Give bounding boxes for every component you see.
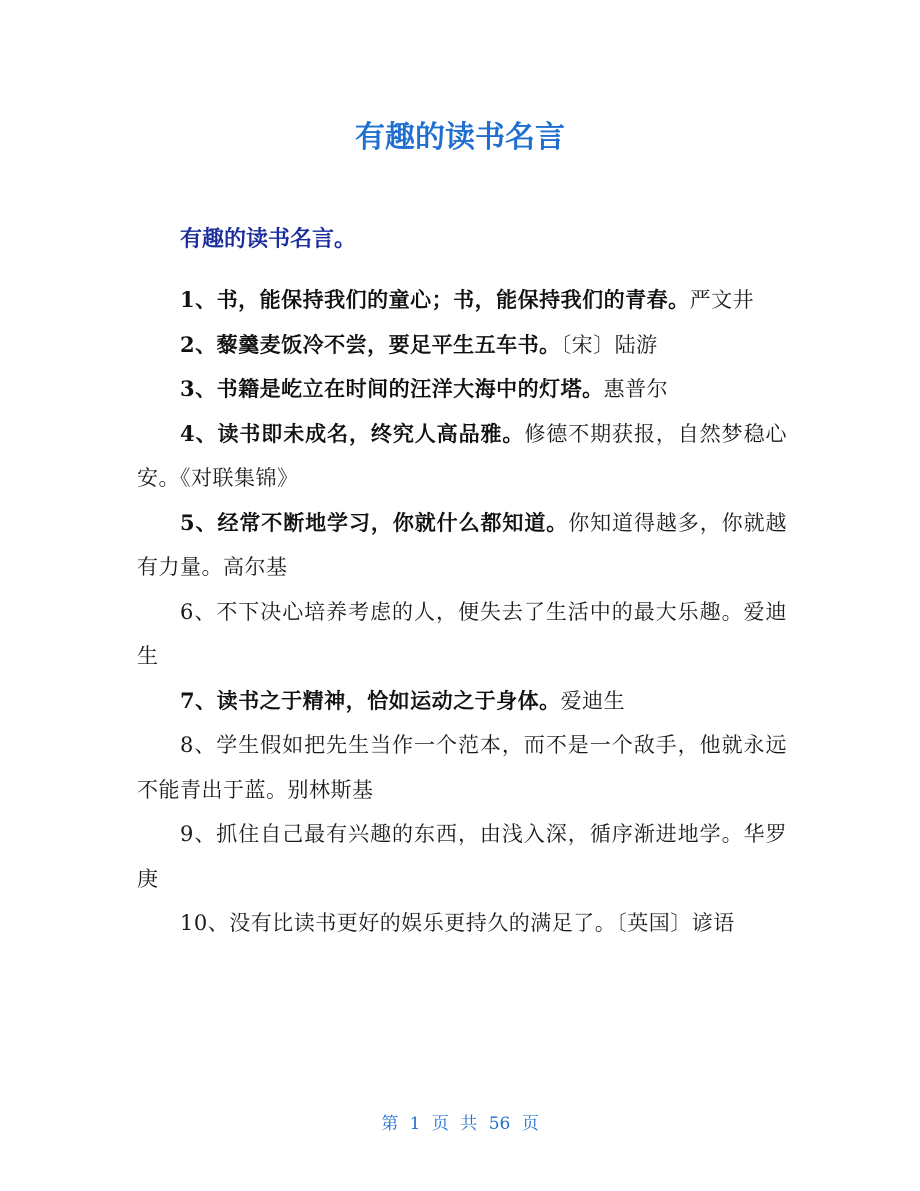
quote-item bbox=[137, 278, 787, 323]
quote-text: 8、学生假如把先生当作一个范本，而不是一个敌手，他就永远不能青出于蓝。 bbox=[137, 733, 787, 802]
document-subtitle: 有趣的读书名言。 bbox=[180, 227, 357, 252]
quote-author: 〔英国〕谚语 bbox=[616, 911, 735, 935]
quote-item bbox=[137, 812, 787, 901]
quote-text: 7、读书之于精神，恰如运动之于身体。 bbox=[180, 687, 561, 713]
quote-author: 。爱迪生 bbox=[137, 599, 788, 668]
quote-item bbox=[137, 723, 787, 812]
document-title: 有趣的读书名言 bbox=[355, 120, 565, 155]
quote-item bbox=[137, 901, 787, 946]
quote-author: 严文井 bbox=[689, 288, 755, 312]
quote-text: 6、不下决心培养考虑的人，便失去了生活中的最大乐趣 bbox=[180, 599, 722, 624]
quote-text: 3、书籍是屹立在时间的汪洋大海中的灯塔。 bbox=[180, 376, 604, 401]
quote-text: 10、没有比读书更好的娱乐更持久的满足了。 bbox=[180, 911, 617, 935]
quote-author: 你知道得越多，你就越有力量。高尔基 bbox=[137, 510, 787, 579]
quote-author: 爱迪生 bbox=[560, 688, 626, 713]
quote-author: 〔宋〕陆游 bbox=[560, 332, 658, 357]
quote-text: 4、读书即未成名，终究人高品雅。 bbox=[180, 420, 525, 446]
quote-item bbox=[137, 501, 787, 590]
quote-author: 。华罗庚 bbox=[137, 822, 788, 891]
quote-item bbox=[137, 412, 787, 501]
quote-text: 2、藜羹麦饭冷不尝，要足平生五车书。 bbox=[180, 331, 561, 357]
quote-author: 别林斯基 bbox=[287, 777, 374, 802]
quote-item bbox=[137, 367, 787, 412]
quote-item bbox=[137, 590, 787, 679]
quote-text: 1、书，能保持我们的童心；书，能保持我们的青春。 bbox=[180, 287, 690, 312]
quote-author: 修德不期获报，自然梦稳心安。《对联集锦》 bbox=[137, 421, 787, 490]
quote-text: 5、经常不断地学习，你就什么都知道。 bbox=[180, 509, 569, 535]
quote-list bbox=[137, 278, 787, 946]
quote-item bbox=[137, 679, 787, 724]
quote-text: 9、抓住自己最有兴趣的东西，由浅入深，循序渐进地学 bbox=[180, 822, 722, 846]
quote-item bbox=[137, 323, 787, 368]
page-number: 第 1 页 共 56 页 bbox=[381, 1114, 539, 1134]
quote-author: 惠普尔 bbox=[603, 377, 669, 401]
